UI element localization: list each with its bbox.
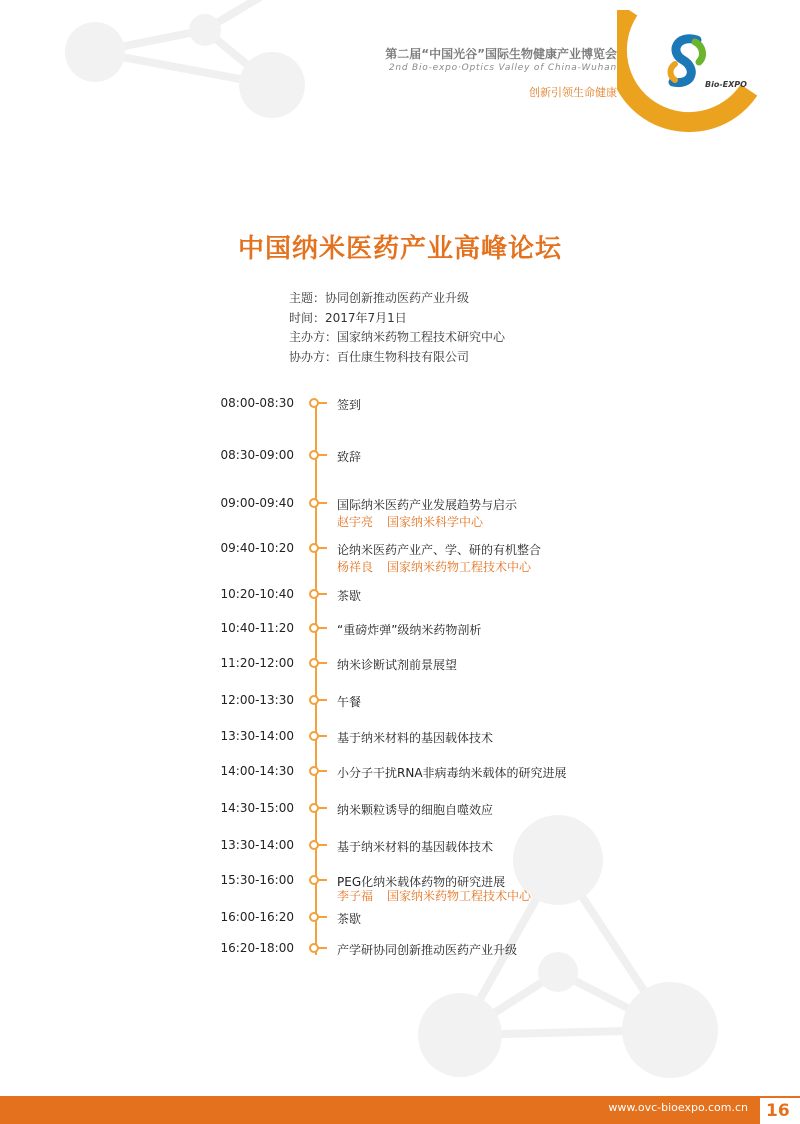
speaker-org: 国家纳米科学中心: [387, 515, 484, 529]
schedule-time: 16:20-18:00: [220, 941, 294, 955]
timeline-tick: [318, 879, 327, 881]
timeline-tick: [318, 844, 327, 846]
timeline-tick: [318, 454, 327, 456]
website-link[interactable]: www.ovc-bioexpo.com.cn: [608, 1101, 748, 1114]
schedule-topic: 茶歇: [337, 912, 362, 926]
schedule-time: 14:30-15:00: [220, 801, 294, 815]
schedule-time: 16:00-16:20: [220, 910, 294, 924]
date-line: 时间：2017年7月1日: [289, 310, 407, 325]
schedule-time: 09:00-09:40: [220, 496, 294, 510]
speaker-name: 杨祥良: [337, 560, 374, 574]
schedule-topic: 论纳米医药产业产、学、研的有机整合: [337, 543, 542, 557]
schedule-time: 08:00-08:30: [220, 396, 294, 410]
speaker-name: 李子福: [337, 889, 374, 903]
cohost-line: 协办方：百仕康生物科技有限公司: [289, 349, 470, 364]
speaker-org: 国家纳米药物工程技术中心: [387, 560, 532, 574]
schedule-time: 14:00-14:30: [220, 764, 294, 778]
schedule-time: 12:00-13:30: [220, 693, 294, 707]
page-number: 16: [766, 1101, 790, 1121]
expo-title: 第二届“中国光谷”国际生物健康产业博览会: [385, 47, 617, 61]
schedule-topic: 签到: [337, 398, 362, 412]
timeline-tick: [318, 807, 327, 809]
schedule-time: 11:20-12:00: [220, 656, 294, 670]
schedule-time: 08:30-09:00: [220, 448, 294, 462]
schedule-topic: 基于纳米材料的基因载体技术: [337, 731, 494, 745]
speaker-name: 赵宇亮: [337, 515, 374, 529]
timeline-tick: [318, 627, 327, 629]
timeline-tick: [318, 402, 327, 404]
speaker-line: [337, 558, 531, 575]
schedule-topic: 茶歇: [337, 589, 362, 603]
timeline-tick: [318, 735, 327, 737]
schedule-topic: “重磅炸弹”级纳米药物剖析: [337, 623, 482, 637]
timeline-tick: [318, 770, 327, 772]
schedule-time: 13:30-14:00: [220, 729, 294, 743]
speaker-line: [337, 887, 531, 904]
schedule-time: 10:40-11:20: [220, 621, 294, 635]
schedule-topic: 小分子干扰RNA非病毒纳米载体的研究进展: [337, 766, 567, 780]
timeline-tick: [318, 699, 327, 701]
timeline-tick: [318, 502, 327, 504]
timeline-line: [315, 400, 317, 955]
expo-slogan: 创新引领生命健康: [529, 86, 617, 99]
timeline-tick: [318, 593, 327, 595]
schedule-topic: 基于纳米材料的基因载体技术: [337, 840, 494, 854]
schedule-topic: 纳米诊断试剂前景展望: [337, 658, 458, 672]
schedule-time: 13:30-14:00: [220, 838, 294, 852]
forum-info: [289, 289, 505, 367]
schedule-time: 15:30-16:00: [220, 873, 294, 887]
schedule-topic: 产学研协同创新推动医药产业升级: [337, 943, 518, 957]
timeline-tick: [318, 916, 327, 918]
timeline-tick: [318, 547, 327, 549]
schedule-topic: PEG化纳米载体药物的研究进展: [337, 875, 506, 889]
expo-subtitle: 2nd Bio-expo·Optics Valley of China-Wuhan: [388, 63, 617, 73]
schedule-time: 09:40-10:20: [220, 541, 294, 555]
speaker-line: [337, 513, 483, 530]
bioexpo-logo: [617, 10, 757, 138]
logo-wordmark: Bio-EXPO: [705, 80, 747, 89]
page-title: 中国纳米医药产业高峰论坛: [237, 234, 562, 264]
schedule-topic: 国际纳米医药产业发展趋势与启示: [337, 498, 518, 512]
schedule-topic: 午餐: [337, 695, 362, 709]
schedule-time: 10:20-10:40: [220, 587, 294, 601]
theme-line: 主题：协同创新推动医药产业升级: [289, 291, 470, 305]
schedule-topic: 纳米颗粒诱导的细胞自噬效应: [337, 803, 494, 817]
timeline-tick: [318, 662, 327, 664]
host-line: 主办方：国家纳米药物工程技术研究中心: [289, 330, 506, 344]
timeline-tick: [318, 947, 327, 949]
schedule-topic: 致辞: [337, 450, 362, 464]
speaker-org: 国家纳米药物工程技术中心: [387, 889, 532, 903]
